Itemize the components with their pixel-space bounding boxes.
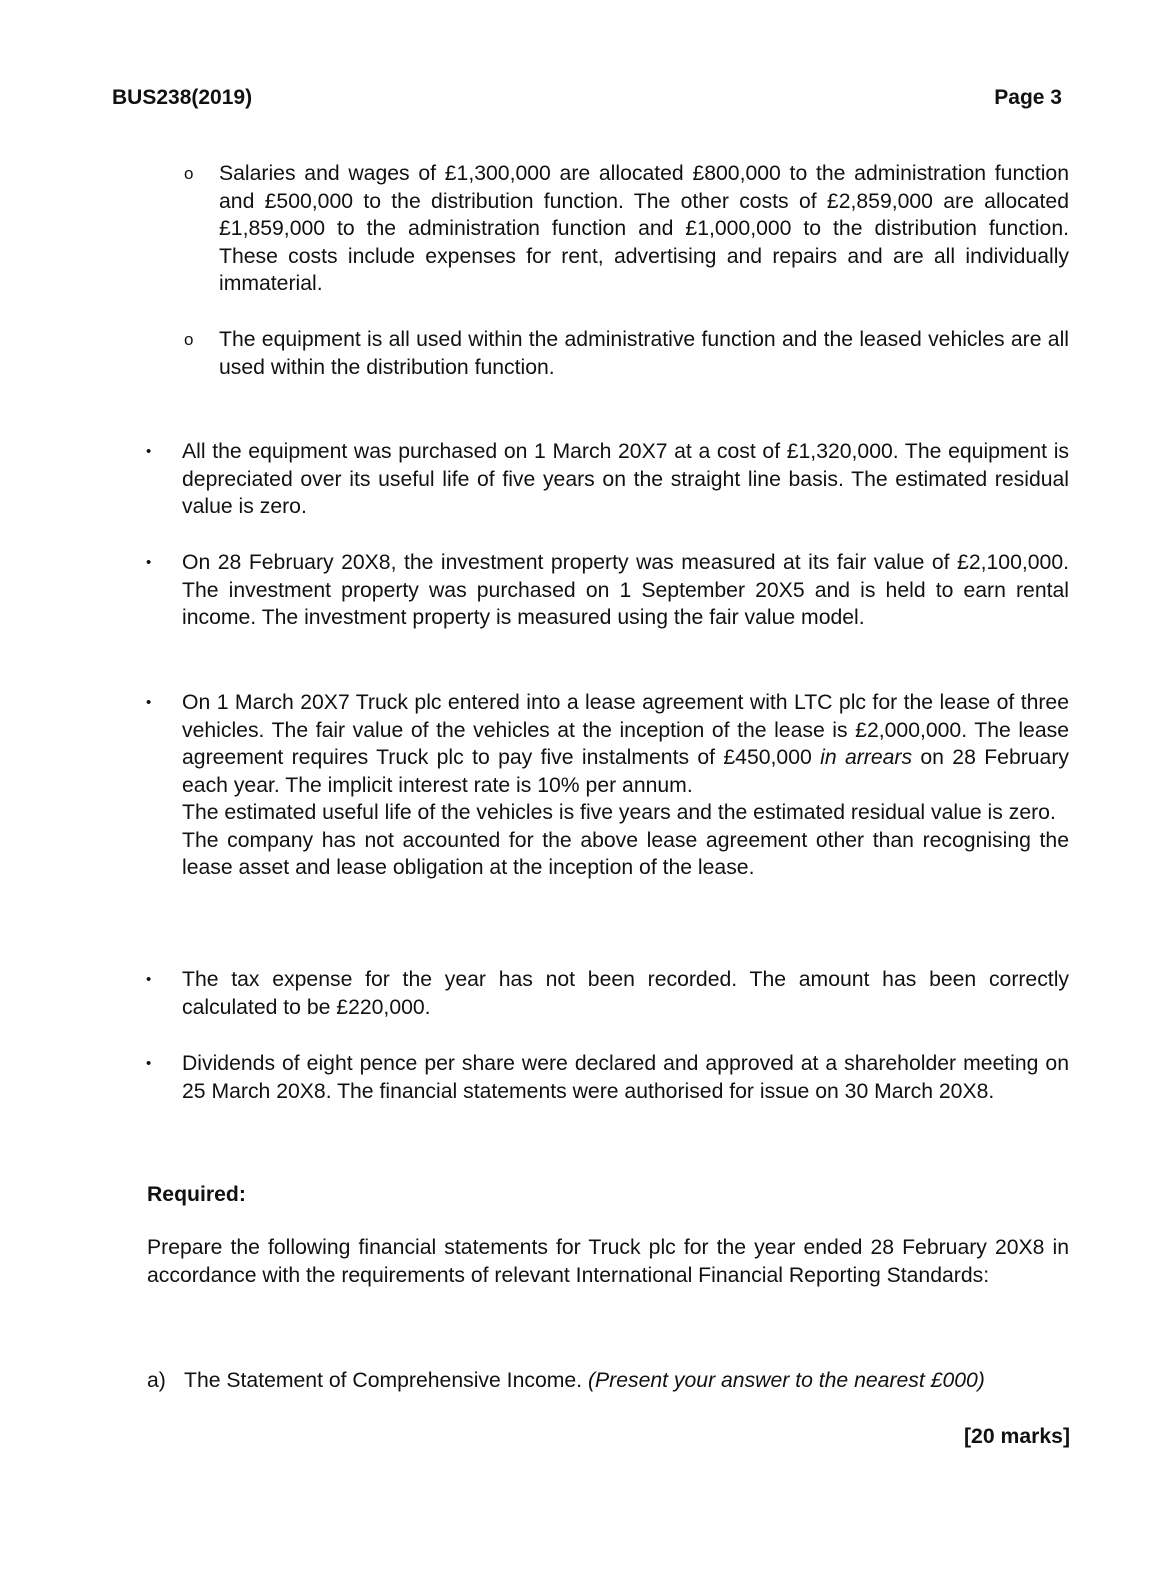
sub-item-text: Salaries and wages of £1,300,000 are allocated £800,000 to the administration function and £500,000 to the distribution function. The other costs of £2,859,000 are allocated £1,859,000 to the administration function and £1,000,000 to the distribution function. These costs include expenses for rent, advertising and repairs and are all individually immaterial. xyxy=(219,162,1069,295)
part-a-main: The Statement of Comprehensive Income. xyxy=(184,1369,588,1392)
circle-bullet-icon: o xyxy=(184,164,194,183)
part-a-text xyxy=(184,1367,1069,1395)
lease-text-part: on 28 February each year. The implicit interest rate is 10% per annum. xyxy=(182,746,1069,797)
lease-accounting-note: The company has not accounted for the above lease agreement other than recognising the lease asset and lease obligation at the inception of the lease. xyxy=(182,828,1069,879)
lease-text-part: On 1 March 20X7 Truck plc entered into a lease agreement with LTC plc for the lease of three vehicles. The fair value of the vehicles at the inception of the lease is £2,000,000. The lease agreement requires Truck plc to pay five instalments of £450,000 xyxy=(182,691,1069,769)
lease-paragraph xyxy=(182,689,1069,799)
bullet-text: All the equipment was purchased on 1 March 20X7 at a cost of £1,320,000. The equipment is depreciated over its useful life of five years on the straight line basis. The estimated residual value is zero. xyxy=(182,440,1069,518)
part-a-note: (Present your answer to the nearest £000) xyxy=(587,1369,985,1392)
page-number: Page 3 xyxy=(994,86,1062,109)
part-a-label: a) xyxy=(147,1369,166,1392)
course-code: BUS238(2019) xyxy=(112,86,253,109)
marks-label: [20 marks] xyxy=(964,1425,1070,1448)
bullet-icon: • xyxy=(146,1055,152,1072)
bullet-icon: • xyxy=(146,554,152,571)
sub-item-text: The equipment is all used within the administrative function and the leased vehicles are all used within the distribution function. xyxy=(219,328,1069,379)
bullet-text: Dividends of eight pence per share were declared and approved at a shareholder meeting on 25 March 20X8. The financial statements were authorised for issue on 30 March 20X8. xyxy=(182,1052,1069,1103)
lease-useful-life: The estimated useful life of the vehicles is five years and the estimated residual value is zero. xyxy=(182,801,1056,824)
bullet-icon: • xyxy=(146,443,152,460)
required-heading: Required: xyxy=(147,1183,246,1206)
instruction-text: Prepare the following financial statements for Truck plc for the year ended 28 February 20X8 in accordance with the requirements of relevant International Financial Reporting Standards: xyxy=(147,1236,1069,1287)
lease-text-italic: in arrears xyxy=(820,746,913,769)
bullet-icon: • xyxy=(146,694,152,711)
circle-bullet-icon: o xyxy=(184,330,194,349)
bullet-icon: • xyxy=(146,971,152,988)
bullet-text xyxy=(182,689,1069,882)
bullet-text: On 28 February 20X8, the investment property was measured at its fair value of £2,100,000. The investment property was purchased on 1 September 20X5 and is held to earn rental income. The investment property is measured using the fair value model. xyxy=(182,551,1069,629)
bullet-text: The tax expense for the year has not been recorded. The amount has been correctly calculated to be £220,000. xyxy=(182,968,1069,1019)
